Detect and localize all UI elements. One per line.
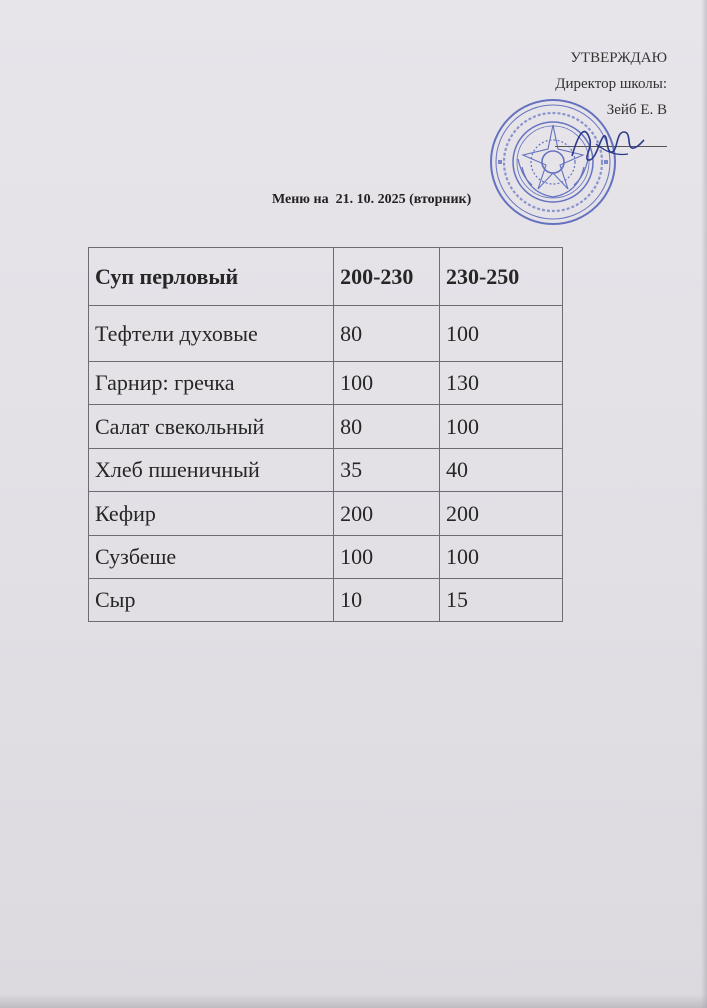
menu-title: Меню на 21. 10. 2025 (вторник) — [272, 192, 472, 207]
table-row — [89, 449, 563, 492]
portion-small: 10 — [334, 579, 440, 622]
table-header-row — [89, 248, 563, 306]
table-row — [89, 536, 563, 579]
approval-title: УТВЕРЖДАЮ — [570, 50, 667, 66]
portion-small: 80 — [334, 306, 440, 362]
dish-name: Сузбеше — [89, 536, 334, 579]
portion-large: 100 — [439, 405, 562, 449]
dish-name: Гарнир: гречка — [89, 362, 334, 405]
table-row — [89, 405, 563, 449]
dish-name: Салат свекольный — [89, 405, 334, 449]
table-row — [89, 362, 563, 405]
approval-name: Зейб Е. В — [606, 102, 667, 118]
portion-large: 130 — [439, 362, 562, 405]
portion-small: 80 — [334, 405, 440, 449]
portion-large: 100 — [439, 536, 562, 579]
paper-edge — [701, 0, 707, 1008]
dish-name: Сыр — [89, 579, 334, 622]
header-portion-large: 230-250 — [439, 248, 562, 306]
portion-large: 200 — [439, 492, 562, 536]
portion-small: 100 — [334, 536, 440, 579]
header-portion-small: 200-230 — [334, 248, 440, 306]
dish-name: Кефир — [89, 492, 334, 536]
portion-small: 35 — [334, 449, 440, 492]
table-row — [89, 492, 563, 536]
dish-name: Хлеб пшеничный — [89, 449, 334, 492]
approval-position: Директор школы: — [555, 76, 667, 92]
dish-name: Тефтели духовые — [89, 306, 334, 362]
portion-large: 15 — [439, 579, 562, 622]
menu-table — [88, 247, 563, 622]
table-row — [89, 306, 563, 362]
bottom-shadow — [0, 994, 707, 1008]
portion-small: 100 — [334, 362, 440, 405]
portion-small: 200 — [334, 492, 440, 536]
portion-large: 40 — [439, 449, 562, 492]
header-dish: Суп перловый — [89, 248, 334, 306]
signature — [566, 118, 646, 168]
table-row — [89, 579, 563, 622]
portion-large: 100 — [439, 306, 562, 362]
